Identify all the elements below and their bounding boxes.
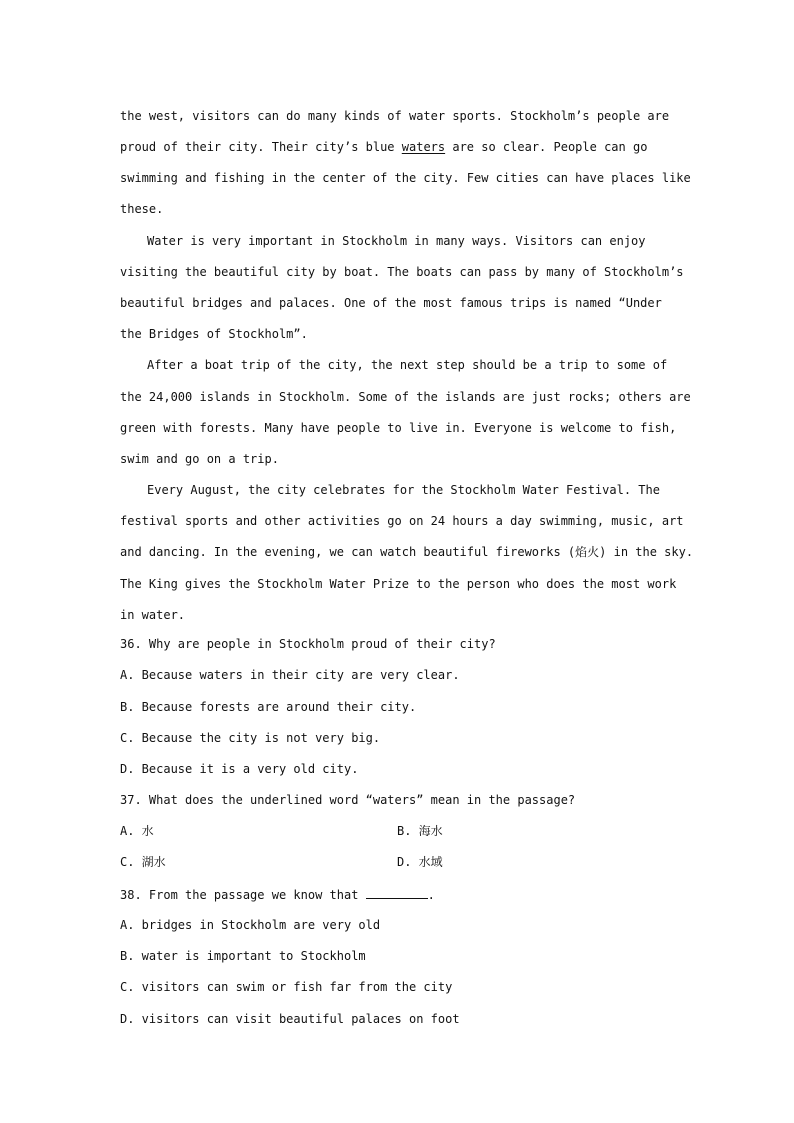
passage-line bbox=[120, 451, 700, 467]
question-38-stem-text: 38. From the passage we know that bbox=[120, 888, 366, 902]
question-37-option-b: B. 海水 bbox=[397, 824, 443, 838]
passage-line bbox=[120, 576, 700, 592]
passage-line bbox=[120, 264, 700, 280]
question-36-option-a: A. Because waters in their city are very clear. bbox=[120, 668, 460, 682]
question-36-stem: 36. Why are people in Stockholm proud of their city? bbox=[120, 637, 496, 651]
question-38-stem bbox=[120, 886, 700, 903]
question-38-option-a: A. bridges in Stockholm are very old bbox=[120, 918, 381, 932]
passage-text: are so clear. People can go bbox=[445, 140, 648, 154]
passage-text: the Bridges of Stockholm”. bbox=[120, 327, 308, 341]
passage-line bbox=[120, 513, 700, 529]
passage-text: festival sports and other activities go on 24 hours a day swimming, music, art bbox=[120, 514, 684, 528]
question-38-stem-end: . bbox=[427, 888, 435, 902]
passage-line bbox=[147, 482, 727, 498]
passage-line bbox=[147, 233, 727, 249]
passage-text: proud of their city. Their city’s blue bbox=[120, 140, 402, 154]
question-37-option-c: C. 湖水 bbox=[120, 855, 166, 869]
passage-line bbox=[120, 108, 700, 124]
passage-text: the 24,000 islands in Stockholm. Some of the islands are just rocks; others are bbox=[120, 390, 691, 404]
question-37-stem: 37. What does the underlined word “waters” mean in the passage? bbox=[120, 793, 576, 807]
question-37-option-d: D. 水域 bbox=[397, 855, 443, 869]
question-38-option-d: D. visitors can visit beautiful palaces on foot bbox=[120, 1012, 460, 1026]
question-36-option-b: B. Because forests are around their city. bbox=[120, 700, 417, 714]
passage-line bbox=[147, 357, 727, 373]
passage-text: Every August, the city celebrates for the Stockholm Water Festival. The bbox=[147, 483, 660, 497]
question-36-option-d: D. Because it is a very old city. bbox=[120, 762, 359, 776]
passage-text: The King gives the Stockholm Water Prize to the person who does the most work bbox=[120, 577, 677, 591]
question-38-option-c: C. visitors can swim or fish far from the city bbox=[120, 980, 453, 994]
passage-text: swim and go on a trip. bbox=[120, 452, 279, 466]
answer-blank bbox=[366, 886, 428, 899]
passage-text: Water is very important in Stockholm in many ways. Visitors can enjoy bbox=[147, 234, 646, 248]
underlined-word-waters: waters bbox=[401, 140, 446, 154]
passage-line bbox=[120, 544, 700, 560]
passage-text: visiting the beautiful city by boat. The boats can pass by many of Stockholm’s bbox=[120, 265, 684, 279]
passage-text: these. bbox=[120, 202, 164, 216]
question-38-option-b: B. water is important to Stockholm bbox=[120, 949, 366, 963]
passage-line bbox=[120, 420, 700, 436]
passage-line bbox=[120, 607, 700, 623]
passage-line bbox=[120, 295, 700, 311]
question-36-option-c: C. Because the city is not very big. bbox=[120, 731, 381, 745]
passage-line bbox=[120, 389, 700, 405]
passage-text: swimming and fishing in the center of the city. Few cities can have places like bbox=[120, 171, 691, 185]
passage-text: the west, visitors can do many kinds of water sports. Stockholm’s people are bbox=[120, 109, 670, 123]
passage-text: After a boat trip of the city, the next step should be a trip to some of bbox=[147, 358, 668, 372]
passage-text: and dancing. In the evening, we can watch beautiful fireworks (焰火) in the sky. bbox=[120, 545, 694, 559]
passage-line bbox=[120, 326, 700, 342]
question-37-option-a: A. 水 bbox=[120, 824, 154, 838]
passage-text: green with forests. Many have people to live in. Everyone is welcome to fish, bbox=[120, 421, 677, 435]
passage-text: beautiful bridges and palaces. One of the most famous trips is named “Under bbox=[120, 296, 662, 310]
passage-line bbox=[120, 201, 700, 217]
passage-line bbox=[120, 139, 700, 155]
passage-text: in water. bbox=[120, 608, 186, 622]
passage-line bbox=[120, 170, 700, 186]
